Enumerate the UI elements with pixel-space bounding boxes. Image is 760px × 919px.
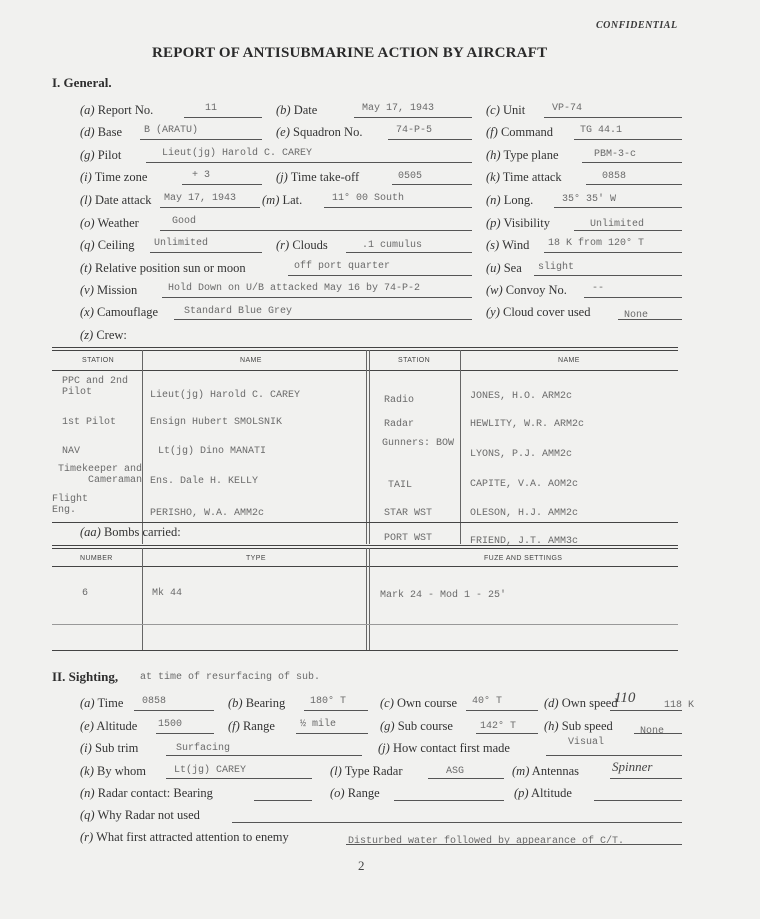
crew-station-right-3: Gunners: BOW <box>382 438 455 449</box>
weather-value: Good <box>172 216 197 227</box>
sub-speed-label: (h) Sub speed <box>544 719 613 733</box>
clouds-line <box>346 252 472 253</box>
bearing-value: 180° T <box>310 696 347 707</box>
bombs-table-col-divider-3 <box>369 548 370 650</box>
unit-line <box>544 117 682 118</box>
range-label: (f) Range <box>228 719 275 733</box>
crew-name-left-1: Lieut(jg) Harold C. CAREY <box>150 390 301 401</box>
crew-table-top-rule-2 <box>52 350 678 351</box>
time-zone-value: + 3 <box>192 170 211 181</box>
bearing-label: (b) Bearing <box>228 696 286 710</box>
radar-range-line <box>394 800 504 801</box>
own-speed-handwritten: 110 <box>614 690 636 706</box>
time-zone-line <box>182 184 262 185</box>
time-label: (a) Time <box>80 696 124 710</box>
camouflage-label: (x) Camouflage <box>80 305 159 319</box>
bombs-header-number: NUMBER <box>80 555 113 562</box>
crew-header-name-left: NAME <box>240 357 262 364</box>
weather-label: (o) Weather <box>80 216 139 230</box>
sub-trim-label: (i) Sub trim <box>80 741 139 755</box>
crew-table-col-divider-1 <box>142 350 143 544</box>
own-course-line <box>466 710 538 711</box>
type-plane-line <box>582 162 682 163</box>
by-whom-line <box>166 778 312 779</box>
antennas-value: Spinner <box>612 759 653 774</box>
convoy-value: -- <box>592 283 605 294</box>
command-line <box>574 139 682 140</box>
sea-value: slight <box>538 262 575 273</box>
cloud-cover-label: (y) Cloud cover used <box>486 305 591 319</box>
crew-extra-name: FRIEND, J.T. AMM3c <box>470 536 579 547</box>
crew-station-right-2: Radar <box>384 419 415 430</box>
range-line <box>296 733 368 734</box>
by-whom-value: Lt(jg) CAREY <box>174 765 247 776</box>
own-speed-value: 118 K <box>664 700 695 711</box>
altitude-value: 1500 <box>158 719 183 730</box>
sub-course-label: (g) Sub course <box>380 719 453 733</box>
bombs-table-col-divider-1 <box>142 548 143 650</box>
sub-course-line <box>476 733 538 734</box>
lat-label: (m) Lat. <box>262 193 303 207</box>
altitude-label: (e) Altitude <box>80 719 138 733</box>
camouflage-line <box>174 319 472 320</box>
bombs-table-header-rule <box>52 566 678 567</box>
visibility-value: Unlimited <box>590 219 645 230</box>
why-radar-label: (q) Why Radar not used <box>80 808 200 822</box>
long-label: (n) Long. <box>486 193 534 207</box>
sub-speed-value: None <box>640 726 665 737</box>
crew-station-right-1: Radio <box>384 395 415 406</box>
date-attack-value: May 17, 1943 <box>164 193 237 204</box>
section-1-heading: I. General. <box>52 75 112 90</box>
base-line <box>140 139 262 140</box>
pilot-value: Lieut(jg) Harold C. CAREY <box>162 148 313 159</box>
range-value: ½ mile <box>300 719 337 730</box>
own-speed-label: (d) Own speed <box>544 696 618 710</box>
bombs-label: (aa) Bombs carried: <box>80 525 181 539</box>
time-attack-label: (k) Time attack <box>486 170 562 184</box>
bombs-header-type: TYPE <box>246 555 266 562</box>
crew-name-left-3: Lt(jg) Dino MANATI <box>158 446 267 457</box>
time-line <box>134 710 214 711</box>
sub-trim-line <box>166 755 362 756</box>
report-no-value: 11 <box>205 103 218 114</box>
page-title: REPORT OF ANTISUBMARINE ACTION BY AIRCRAFT <box>152 45 548 61</box>
mission-label: (v) Mission <box>80 283 138 297</box>
sea-line <box>534 275 682 276</box>
date-label: (b) Date <box>276 103 318 117</box>
wind-value: 18 K from 120° T <box>548 238 645 249</box>
unit-value: VP-74 <box>552 103 583 114</box>
bombs-table-top-rule-2 <box>52 548 678 549</box>
antennas-line <box>610 778 682 779</box>
radar-bearing-line <box>254 800 312 801</box>
squadron-line <box>388 139 472 140</box>
sub-course-value: 142° T <box>480 721 517 732</box>
type-radar-label: (l) Type Radar <box>330 764 403 778</box>
radar-altitude-line <box>594 800 682 801</box>
crew-station-right-4: TAIL <box>388 480 413 491</box>
command-label: (f) Command <box>486 125 554 139</box>
crew-station-left-3: NAV <box>62 446 81 457</box>
ceiling-line <box>150 252 262 253</box>
time-attack-line <box>586 184 682 185</box>
wind-line <box>544 252 682 253</box>
mission-line <box>162 297 472 298</box>
cloud-cover-value: None <box>624 310 649 321</box>
crew-table-col-divider-4 <box>460 350 461 544</box>
date-line <box>354 117 472 118</box>
own-course-label: (c) Own course <box>380 696 458 710</box>
antennas-label: (m) Antennas <box>512 764 580 778</box>
section-2-heading: II. Sighting, <box>52 669 119 684</box>
crew-station-left-5: Flight Eng. <box>52 494 89 516</box>
crew-table-top-rule <box>52 347 678 348</box>
crew-name-left-2: Ensign Hubert SMOLSNIK <box>150 417 283 428</box>
clouds-label: (r) Clouds <box>276 238 328 252</box>
crew-table-col-divider-2 <box>366 350 367 544</box>
ceiling-value: Unlimited <box>154 238 209 249</box>
by-whom-label: (k) By whom <box>80 764 146 778</box>
bombs-row-rule <box>52 624 678 625</box>
pilot-label: (g) Pilot <box>80 148 122 162</box>
sub-trim-value: Surfacing <box>176 743 231 754</box>
bombs-table-col-divider-2 <box>366 548 367 650</box>
sea-label: (u) Sea <box>486 261 522 275</box>
long-value: 35° 35' W <box>562 194 617 205</box>
unit-label: (c) Unit <box>486 103 526 117</box>
visibility-label: (p) Visibility <box>486 216 550 230</box>
time-takeoff-value: 0505 <box>398 171 423 182</box>
crew-extra-station: PORT WST <box>384 533 433 544</box>
how-contact-label: (j) How contact first made <box>378 741 510 755</box>
crew-name-right-1: JONES, H.O. ARM2c <box>470 391 573 402</box>
convoy-label: (w) Convoy No. <box>486 283 567 297</box>
relative-position-label: (t) Relative position sun or moon <box>80 261 246 275</box>
time-takeoff-line <box>392 184 472 185</box>
bombs-header-fuze: FUZE AND SETTINGS <box>484 555 563 562</box>
date-value: May 17, 1943 <box>362 103 435 114</box>
page-number: 2 <box>358 858 365 873</box>
crew-station-left-2: 1st Pilot <box>62 417 117 428</box>
mission-value: Hold Down on U/B attacked May 16 by 74-P-2 <box>168 283 421 294</box>
bombs-table-bottom-rule <box>52 650 678 651</box>
bombs-number-1: 6 <box>82 588 89 599</box>
crew-table-header-rule <box>52 370 678 371</box>
squadron-label: (e) Squadron No. <box>276 125 363 139</box>
wind-label: (s) Wind <box>486 238 530 252</box>
report-no-line <box>184 117 262 118</box>
time-takeoff-label: (j) Time take-off <box>276 170 360 184</box>
crew-station-left-1: PPC and 2nd Pilot <box>62 376 129 398</box>
radar-altitude-label: (p) Altitude <box>514 786 572 800</box>
crew-name-right-4: CAPITE, V.A. AOM2c <box>470 479 579 490</box>
clouds-value: .1 cumulus <box>362 240 423 251</box>
lat-value: 11° 00 South <box>332 193 405 204</box>
report-no-label: (a) Report No. <box>80 103 154 117</box>
camouflage-value: Standard Blue Grey <box>184 306 293 317</box>
crew-table-bottom-rule <box>52 522 678 523</box>
date-attack-label: (l) Date attack <box>80 193 152 207</box>
crew-name-right-3: LYONS, P.J. AMM2c <box>470 449 573 460</box>
relative-position-value: off port quarter <box>294 261 391 272</box>
crew-name-left-5: PERISHO, W.A. AMM2c <box>150 508 265 519</box>
how-contact-value: Visual <box>568 737 605 748</box>
crew-header-station-right: STATION <box>398 357 431 364</box>
crew-header-name-right: NAME <box>558 357 580 364</box>
type-radar-line <box>428 778 504 779</box>
section-2-subheading: at time of resurfacing of sub. <box>140 672 321 683</box>
bombs-table-top-rule <box>52 545 678 546</box>
type-plane-label: (h) Type plane <box>486 148 559 162</box>
crew-name-right-2: HEWLITY, W.R. ARM2c <box>470 419 585 430</box>
crew-station-left-4: Timekeeper and Cameraman <box>57 464 142 486</box>
time-zone-label: (i) Time zone <box>80 170 148 184</box>
crew-name-right-5: OLESON, H.J. AMM2c <box>470 508 579 519</box>
why-radar-line <box>232 822 682 823</box>
weather-line <box>160 230 472 231</box>
bearing-line <box>304 710 368 711</box>
crew-header-station-left: STATION <box>82 357 115 364</box>
visibility-line <box>574 230 682 231</box>
ceiling-label: (q) Ceiling <box>80 238 135 252</box>
altitude-line <box>156 733 214 734</box>
crew-station-right-5: STAR WST <box>384 508 433 519</box>
bombs-type-1: Mk 44 <box>152 588 183 599</box>
time-value: 0858 <box>142 696 167 707</box>
lat-line <box>324 207 472 208</box>
pilot-line <box>146 162 472 163</box>
type-plane-value: PBM-3-c <box>594 149 637 160</box>
crew-label: (z) Crew: <box>80 328 127 342</box>
first-attracted-label: (r) What first attracted attention to enemy <box>80 830 289 844</box>
crew-name-left-4: Ens. Dale H. KELLY <box>150 476 259 487</box>
own-course-value: 40° T <box>472 696 503 707</box>
crew-table-col-divider-3 <box>369 350 370 544</box>
command-value: TG 44.1 <box>580 125 623 136</box>
time-attack-value: 0858 <box>602 171 627 182</box>
base-value: B (ARATU) <box>144 125 199 136</box>
radar-range-label: (o) Range <box>330 786 380 800</box>
relative-position-line <box>288 275 472 276</box>
long-line <box>554 207 682 208</box>
how-contact-line <box>546 755 682 756</box>
squadron-value: 74-P-5 <box>396 125 433 136</box>
radar-bearing-label: (n) Radar contact: Bearing <box>80 786 213 800</box>
bombs-fuze-1: Mark 24 - Mod 1 - 25' <box>380 590 507 601</box>
convoy-line <box>584 297 682 298</box>
date-attack-line <box>160 207 260 208</box>
first-attracted-value: Disturbed water followed by appearance of C/T. <box>348 836 625 847</box>
classification-label: CONFIDENTIAL <box>596 20 678 31</box>
base-label: (d) Base <box>80 125 123 139</box>
type-radar-value: ASG <box>446 766 465 777</box>
